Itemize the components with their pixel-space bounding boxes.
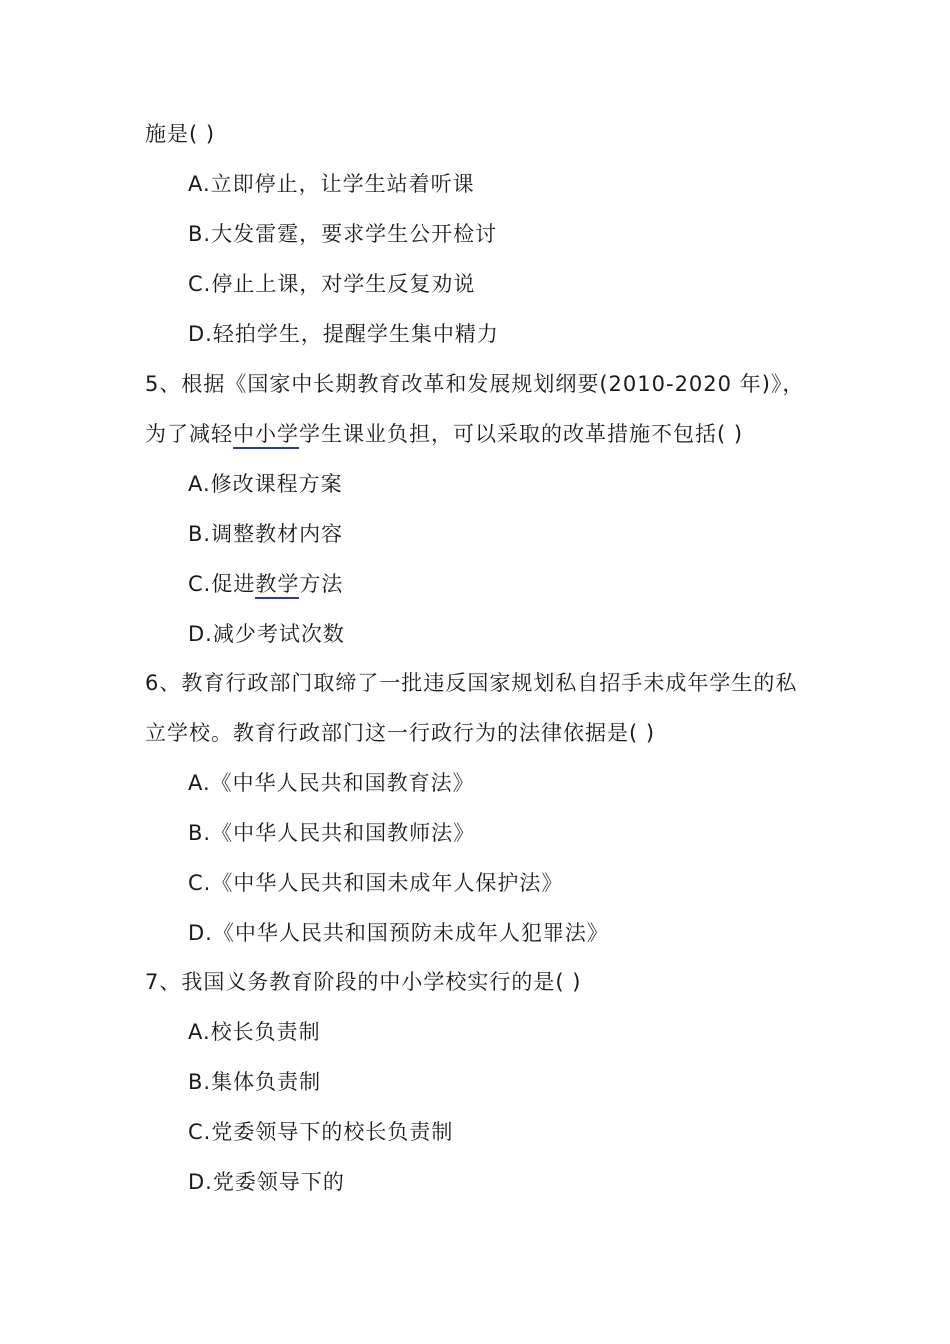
line-text-post: 方法 xyxy=(299,572,344,596)
line-text: 6、教育行政部门取缔了一批违反国家规划私自招手未成年学生的私 xyxy=(145,671,798,695)
line-text: D.党委领导下的 xyxy=(188,1170,345,1194)
q5-option-b xyxy=(188,519,343,549)
q4-option-a xyxy=(188,169,475,199)
line-text-pre: C.促进 xyxy=(188,572,256,596)
q5-option-d xyxy=(188,619,345,649)
line-text: 5、根据《国家中长期教育改革和发展规划纲要(2010-2020 年)》， xyxy=(145,372,805,396)
line-text: D.减少考试次数 xyxy=(188,622,345,646)
q7-option-b xyxy=(188,1067,321,1097)
line-text: 7、我国义务教育阶段的中小学校实行的是( ) xyxy=(145,970,582,994)
question-6-stem-cont xyxy=(145,718,655,748)
q5-option-a xyxy=(188,469,343,499)
q7-option-d xyxy=(188,1167,345,1197)
question-7-stem xyxy=(145,967,581,997)
q7-option-a xyxy=(188,1017,321,1047)
line-text: A.修改课程方案 xyxy=(188,472,343,496)
q7-option-c xyxy=(188,1117,453,1147)
q6-option-d xyxy=(188,918,609,948)
question-4-continuation xyxy=(145,119,215,149)
q6-option-b xyxy=(188,818,475,848)
line-text: B.集体负责制 xyxy=(188,1070,322,1094)
line-text: A.立即停止，让学生站着听课 xyxy=(188,172,475,196)
line-text: B.大发雷霆，要求学生公开检讨 xyxy=(188,222,498,246)
line-text: A.《中华人民共和国教育法》 xyxy=(188,771,475,795)
question-5-stem-cont xyxy=(145,419,743,449)
question-6-stem xyxy=(145,668,797,698)
q4-option-d xyxy=(188,319,499,349)
q4-option-c xyxy=(188,269,475,299)
q5-option-c xyxy=(188,569,343,599)
line-text: D.《中华人民共和国预防未成年人犯罪法》 xyxy=(188,921,609,945)
line-text: 立学校。教育行政部门这一行政行为的法律依据是( ) xyxy=(145,721,656,745)
line-text: C.停止上课，对学生反复劝说 xyxy=(188,272,476,296)
line-text: B.调整教材内容 xyxy=(188,522,344,546)
line-text: C.党委领导下的校长负责制 xyxy=(188,1120,454,1144)
line-text: B.《中华人民共和国教师法》 xyxy=(188,821,476,845)
underlined-phrase: 教学 xyxy=(255,572,299,599)
underlined-phrase: 中小学 xyxy=(233,422,299,449)
line-text: 施是( ) xyxy=(145,122,216,146)
line-text: C.《中华人民共和国未成年人保护法》 xyxy=(188,871,564,895)
q4-option-b xyxy=(188,219,497,249)
line-text: D.轻拍学生，提醒学生集中精力 xyxy=(188,322,499,346)
q6-option-a xyxy=(188,768,475,798)
q6-option-c xyxy=(188,868,563,898)
line-text: A.校长负责制 xyxy=(188,1020,321,1044)
line-text-pre: 为了减轻 xyxy=(145,422,233,446)
question-5-stem xyxy=(145,369,804,399)
line-text-post: 学生课业负担，可以采取的改革措施不包括( ) xyxy=(299,422,744,446)
